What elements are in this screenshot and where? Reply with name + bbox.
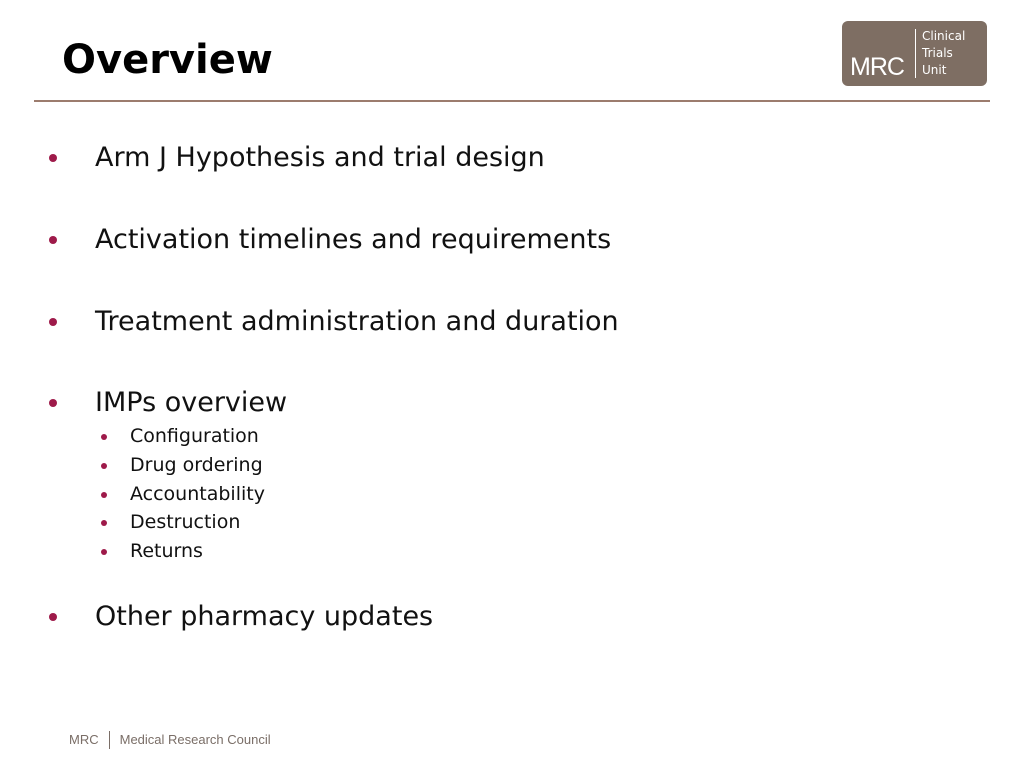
logo-mrc-mark: MRC [850,53,904,81]
bullet-dot-icon [49,613,57,621]
bullet-text: IMPs overview [95,387,288,418]
footer-org-name: Medical Research Council [119,732,271,747]
sub-bullet-dot-icon [101,434,107,440]
logo-caption-line-3: Unit [922,63,947,77]
sub-bullet-text: Returns [130,540,203,562]
sub-bullet-dot-icon [101,463,107,469]
sub-bullet-item [0,423,1024,449]
bullet-item [0,220,1024,260]
bullet-item [0,383,1024,423]
slide-title: Overview [62,37,273,83]
footer-divider [109,731,110,749]
bullet-text: Treatment administration and duration [95,306,619,337]
bullet-text: Activation timelines and requirements [95,224,612,255]
sub-bullet-text: Configuration [130,425,259,447]
logo-divider [915,29,916,78]
bullet-item [0,138,1024,178]
sub-bullet-dot-icon [101,520,107,526]
sub-bullet-item [0,452,1024,478]
footer-mrc-mark: MRC [69,732,99,747]
bullet-text: Other pharmacy updates [95,601,434,632]
bullet-text: Arm J Hypothesis and trial design [95,142,545,173]
sub-bullet-dot-icon [101,549,107,555]
footer-logo [69,729,271,751]
logo-caption-line-1: Clinical [922,29,966,43]
title-divider [34,100,990,102]
bullet-item [0,597,1024,637]
bullet-dot-icon [49,154,57,162]
sub-bullet-item [0,481,1024,507]
bullet-dot-icon [49,236,57,244]
sub-bullet-dot-icon [101,492,107,498]
sub-bullet-text: Drug ordering [130,454,263,476]
bullet-item [0,302,1024,342]
sub-bullet-item [0,538,1024,564]
logo-caption-line-2: Trials [922,46,953,60]
bullet-dot-icon [49,399,57,407]
sub-bullet-item [0,509,1024,535]
mrc-ctu-logo [842,21,987,86]
sub-bullet-text: Accountability [130,483,265,505]
sub-bullet-text: Destruction [130,511,241,533]
bullet-dot-icon [49,318,57,326]
